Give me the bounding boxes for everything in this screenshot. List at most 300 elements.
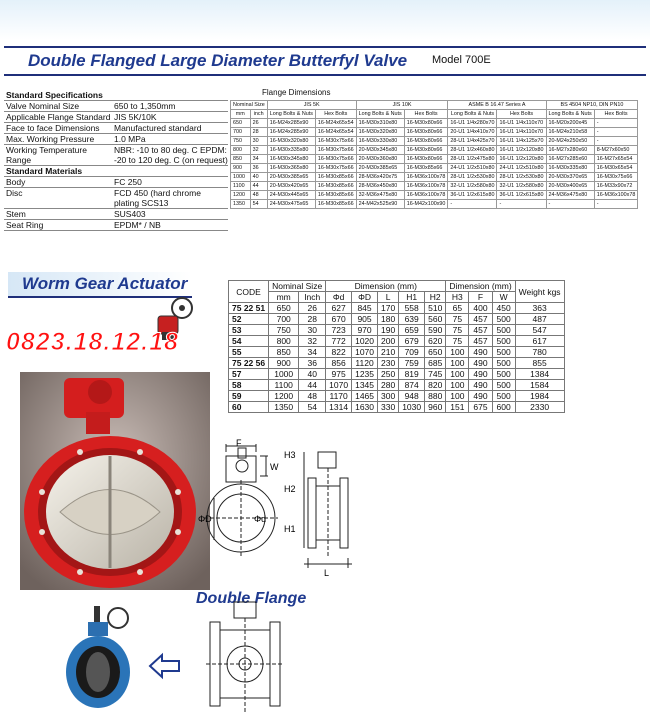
flange-cell: 1100 <box>231 182 251 191</box>
dimension-cell: 675 <box>469 402 492 413</box>
dimension-cell: 210 <box>378 347 399 358</box>
worm-gear-title: Worm Gear Actuator <box>22 274 188 293</box>
mm-header: mm <box>269 292 299 303</box>
flange-cell: 16-M30x85x66 <box>315 200 356 209</box>
flange-title: Flange Dimensions <box>262 88 331 97</box>
dimension-cell: 75 <box>446 325 469 336</box>
H3-header: H3 <box>446 292 469 303</box>
phiD-header: ΦD <box>352 292 378 303</box>
code-cell: 53 <box>229 325 269 336</box>
dimension-cell: 1350 <box>269 402 299 413</box>
dimension-header: Dimension (mm) <box>326 281 446 292</box>
flange-cell: 1000 <box>231 173 251 182</box>
code-cell: 58 <box>229 380 269 391</box>
spec-row <box>4 145 228 166</box>
side-view-drawing <box>282 446 372 580</box>
dimension-cell: 65 <box>446 303 469 314</box>
flange-cell: 16-M30x85x66 <box>404 164 448 173</box>
flange-cell: 54 <box>250 200 267 209</box>
flange-cell: 16-M30x80x66 <box>404 137 448 146</box>
dimension-cell: 28 <box>299 314 326 325</box>
flange-cell: 16-M36x100x78 <box>594 191 638 200</box>
dimension-cell: 1070 <box>326 380 352 391</box>
flange-long-header: Long Bolts & Nuts <box>356 110 404 119</box>
code-cell: 52 <box>229 314 269 325</box>
dimension-cell: 48 <box>299 391 326 402</box>
spec-value: 650 to 1,350mm <box>114 101 176 111</box>
flange-cell: 16-M30x75x66 <box>315 137 356 146</box>
spec-key: Face to face Dimensions <box>6 123 100 133</box>
code-cell: 75 22 56 <box>229 358 269 369</box>
inch-header: Inch <box>299 292 326 303</box>
label-d: Φd <box>254 514 267 524</box>
flange-cell: 16-M36x100x78 <box>404 182 448 191</box>
dimension-row <box>229 325 565 336</box>
flange-cell: 32-U1 1/2x580x80 <box>497 182 546 191</box>
dimension-header-2: Dimension (mm) <box>446 281 515 292</box>
dimension-cell: 679 <box>399 336 425 347</box>
model-label: Model 700E <box>432 54 491 66</box>
dimension-row <box>229 391 565 402</box>
flange-cell: 34 <box>250 155 267 164</box>
flange-cell: - <box>594 128 638 137</box>
material-key: Body <box>6 177 26 187</box>
flange-cell: 36-U1 1/2x615x80 <box>497 191 546 200</box>
dimension-cell: 200 <box>378 336 399 347</box>
flange-cell: 650 <box>231 119 251 128</box>
dimension-cell: 151 <box>446 402 469 413</box>
H1-header: H1 <box>399 292 425 303</box>
flange-cell: 16-M42x100x90 <box>404 200 448 209</box>
dimension-cell: 685 <box>425 358 446 369</box>
dimension-cell: 490 <box>469 358 492 369</box>
material-value: EPDM* / NB <box>114 220 161 230</box>
dimension-cell: 490 <box>469 347 492 358</box>
flange-cell: 44 <box>250 182 267 191</box>
flange-cell: 16-M24x285x90 <box>267 128 315 137</box>
flange-cell: 16-M30x330x80 <box>356 137 404 146</box>
flange-cell: 700 <box>231 128 251 137</box>
flange-cell: 20-M30x370x65 <box>546 173 594 182</box>
dimension-cell: 620 <box>425 336 446 347</box>
flange-cell: 16-M24x65x54 <box>315 128 356 137</box>
flange-cell: 1200 <box>231 191 251 200</box>
dimension-row <box>229 336 565 347</box>
flange-cell: 28-M36x420x75 <box>356 173 404 182</box>
dimension-cell: 1384 <box>515 369 564 380</box>
F-header: F <box>469 292 492 303</box>
dimension-cell: 1070 <box>352 347 378 358</box>
phone-watermark: 0823.18.12.18 <box>6 328 179 356</box>
dimension-cell: 855 <box>515 358 564 369</box>
flange-cell: 800 <box>231 146 251 155</box>
spec-value: Manufactured standard <box>114 123 202 133</box>
flange-cell: 16-M30x80x66 <box>404 128 448 137</box>
dimension-cell: 300 <box>378 391 399 402</box>
dimension-row <box>229 303 565 314</box>
material-key: Disc <box>6 188 23 198</box>
flange-cell: 28-U1 1/2x530x80 <box>448 173 497 182</box>
dimension-cell: 1984 <box>515 391 564 402</box>
flange-cell: 28-M36x450x80 <box>356 182 404 191</box>
flange-cell: 24-U1 1/2x510x80 <box>448 164 497 173</box>
flange-table <box>230 100 638 209</box>
flange-cell: 16-M30x365x80 <box>267 164 315 173</box>
spec-value: 1.0 MPa <box>114 134 146 144</box>
nominal-size-header: Nominal Size <box>269 281 326 292</box>
flange-row <box>231 182 638 191</box>
flange-cell: 16-M30x310x80 <box>356 119 404 128</box>
dimension-cell: 822 <box>326 347 352 358</box>
flange-hex-header: Hex Bolts <box>594 110 638 119</box>
dimension-cell: 280 <box>378 380 399 391</box>
flange-row <box>231 146 638 155</box>
dimension-cell: 723 <box>326 325 352 336</box>
flange-cell: 16-M24x285x90 <box>267 119 315 128</box>
flange-cell: 16-M36x100x78 <box>404 191 448 200</box>
flange-hex-header: Hex Bolts <box>315 110 356 119</box>
flange-cell: 16-U1 1/4x110x70 <box>497 128 546 137</box>
flange-cell: 16-M24x210x58 <box>546 128 594 137</box>
dimension-cell: 100 <box>446 380 469 391</box>
flange-cell: 16-M30x85x66 <box>315 191 356 200</box>
flange-cell: 16-M27x280x60 <box>546 146 594 155</box>
material-row <box>4 209 228 220</box>
dimension-cell: 457 <box>469 336 492 347</box>
flange-cell: 32 <box>250 146 267 155</box>
flange-cell: 28 <box>250 128 267 137</box>
dimension-cell: 500 <box>492 336 515 347</box>
dimension-cell: 1465 <box>352 391 378 402</box>
dimension-cell: 772 <box>326 336 352 347</box>
flange-cell: 16-M30x320x80 <box>267 137 315 146</box>
L-header: L <box>378 292 399 303</box>
flange-cell: 16-M30x80x66 <box>404 119 448 128</box>
dimension-cell: 26 <box>299 303 326 314</box>
flange-cell: 16-M30x75x66 <box>315 146 356 155</box>
dimension-cell: 54 <box>299 402 326 413</box>
dimension-cell: 510 <box>425 303 446 314</box>
top-band <box>0 0 650 40</box>
flange-cell: 900 <box>231 164 251 173</box>
dimension-cell: 400 <box>469 303 492 314</box>
spec-row <box>4 134 228 145</box>
label-L: L <box>324 568 330 578</box>
flange-cell: 16-U1 1/4x280x70 <box>448 119 497 128</box>
flange-asme-header: ASME B 16.47 Series A <box>448 101 546 110</box>
flange-cell: 20-M24x250x50 <box>546 137 594 146</box>
flange-cell: 16-M20x200x45 <box>546 119 594 128</box>
spec-value: NBR: -10 to 80 deg. C EPDM: -20 to 120 deg. C (on request) <box>114 145 228 165</box>
flange-cell: 16-U1 1/4x110x70 <box>497 119 546 128</box>
dimension-cell: 759 <box>399 358 425 369</box>
flange-mm-header: mm <box>231 110 251 119</box>
dimension-cell: 75 <box>446 314 469 325</box>
flange-inch-header: inch <box>250 110 267 119</box>
flange-hex-header: Hex Bolts <box>404 110 448 119</box>
dimension-cell: 500 <box>492 347 515 358</box>
dimension-cell: 500 <box>492 369 515 380</box>
flange-cell: - <box>594 200 638 209</box>
flange-cell: 20-M30x400x65 <box>546 182 594 191</box>
dimension-cell: 1030 <box>399 402 425 413</box>
flange-cell: 16-M30x80x66 <box>404 155 448 164</box>
flange-cell: 20-M30x345x80 <box>356 146 404 155</box>
dimension-cell: 880 <box>425 391 446 402</box>
code-cell: 57 <box>229 369 269 380</box>
flange-cell: - <box>497 200 546 209</box>
material-value: FCD 450 (hard chrome plating SCS13 <box>114 188 201 208</box>
flange-cell: 16-M30x65x54 <box>594 164 638 173</box>
dimension-cell: 800 <box>269 336 299 347</box>
flange-cell: 16-U1 1/2x120x80 <box>497 146 546 155</box>
flange-cell: 20-M30x420x65 <box>267 182 315 191</box>
dimension-cell: 856 <box>326 358 352 369</box>
dimension-cell: 100 <box>446 358 469 369</box>
flange-cell: 850 <box>231 155 251 164</box>
dimension-cell: 230 <box>378 358 399 369</box>
spec-row <box>4 112 228 123</box>
flange-row <box>231 137 638 146</box>
label-H3: H3 <box>284 450 296 460</box>
front-view-drawing <box>196 436 296 576</box>
dimension-cell: 44 <box>299 380 326 391</box>
dimension-cell: 75 <box>446 336 469 347</box>
dimension-cell: 1120 <box>352 358 378 369</box>
flange-jis10k-header: JIS 10K <box>356 101 448 110</box>
dimension-cell: 450 <box>492 303 515 314</box>
dimension-cell: 700 <box>269 314 299 325</box>
dimension-table <box>228 280 565 413</box>
code-cell: 60 <box>229 402 269 413</box>
dimension-cell: 490 <box>469 391 492 402</box>
dimension-cell: 850 <box>269 347 299 358</box>
dimension-cell: 600 <box>492 402 515 413</box>
code-cell: 55 <box>229 347 269 358</box>
flange-cell: 16-M30x85x66 <box>315 173 356 182</box>
flange-cell: 16-M30x335x80 <box>267 146 315 155</box>
dimension-cell: 30 <box>299 325 326 336</box>
material-key: Stem <box>6 209 26 219</box>
double-flange-title: Double Flange <box>196 590 307 607</box>
materials-heading: Standard Materials <box>4 166 228 177</box>
flange-nominal-header: Nominal Size <box>231 101 268 110</box>
dimension-cell: 487 <box>515 314 564 325</box>
weight-header: Weight kgs <box>515 281 564 303</box>
dimension-cell: 659 <box>399 325 425 336</box>
dimension-row <box>229 369 565 380</box>
dimension-cell: 500 <box>492 358 515 369</box>
dimension-cell: 457 <box>469 325 492 336</box>
material-row <box>4 188 228 209</box>
flange-cell: 16-M30x80x66 <box>404 146 448 155</box>
material-value: FC 250 <box>114 177 142 187</box>
dimension-row <box>229 402 565 413</box>
dimension-cell: 670 <box>326 314 352 325</box>
flange-cell: 28-U1 1/4x425x70 <box>448 137 497 146</box>
spec-table <box>4 90 228 231</box>
label-D: ΦD <box>198 514 212 524</box>
flange-cell: 28-U1 1/2x475x80 <box>448 155 497 164</box>
flange-cell: 16-M33x90x72 <box>594 182 638 191</box>
dimension-cell: 1020 <box>352 336 378 347</box>
flange-long-header: Long Bolts & Nuts <box>448 110 497 119</box>
dimension-cell: 627 <box>326 303 352 314</box>
dimension-cell: 1170 <box>326 391 352 402</box>
flange-cell: 24-M42x525x90 <box>356 200 404 209</box>
flange-cell: 32-U1 1/2x580x80 <box>448 182 497 191</box>
dimension-cell: 639 <box>399 314 425 325</box>
spec-row <box>4 101 228 112</box>
flange-cell: 32-M36x475x80 <box>356 191 404 200</box>
flange-cell: 16-M30x345x80 <box>267 155 315 164</box>
code-cell: 59 <box>229 391 269 402</box>
spec-row <box>4 123 228 134</box>
flange-cell: 16-M27x285x60 <box>546 155 594 164</box>
dimension-cell: 100 <box>446 369 469 380</box>
double-flange-drawing <box>200 596 310 720</box>
label-F: F <box>236 438 242 448</box>
flange-cell: 16-M30x75x66 <box>315 155 356 164</box>
flange-cell: 16-M30x75x66 <box>315 164 356 173</box>
flange-cell: 24-M30x475x65 <box>267 200 315 209</box>
H2-header: H2 <box>425 292 446 303</box>
flange-cell: 16-U1 1/4x125x70 <box>497 137 546 146</box>
flange-cell: - <box>594 137 638 146</box>
dimension-cell: 500 <box>492 325 515 336</box>
flange-cell: 20-U1 1/4x410x70 <box>448 128 497 137</box>
flange-row <box>231 128 638 137</box>
dimension-cell: 32 <box>299 336 326 347</box>
dimension-cell: 180 <box>378 314 399 325</box>
code-cell: 54 <box>229 336 269 347</box>
dimension-cell: 457 <box>469 314 492 325</box>
dimension-cell: 363 <box>515 303 564 314</box>
phid-header: Φd <box>326 292 352 303</box>
flange-cell: 20-M30x385x65 <box>267 173 315 182</box>
flange-cell: 24-M30x445x65 <box>267 191 315 200</box>
dimension-cell: 36 <box>299 358 326 369</box>
flange-cell: 30 <box>250 137 267 146</box>
dimension-cell: 1000 <box>269 369 299 380</box>
spec-key: Working Temperature Range <box>6 145 87 165</box>
valve-photo <box>20 372 210 590</box>
dimension-cell: 590 <box>425 325 446 336</box>
spec-value: JIS 5K/10K <box>114 112 157 122</box>
arrow-left-icon <box>148 652 182 680</box>
dimension-cell: 948 <box>399 391 425 402</box>
flange-cell: 16-M24x65x54 <box>315 119 356 128</box>
dimension-cell: 560 <box>425 314 446 325</box>
dimension-cell: 2330 <box>515 402 564 413</box>
flange-jis5k-header: JIS 5K <box>267 101 356 110</box>
dimension-cell: 34 <box>299 347 326 358</box>
flange-cell: 48 <box>250 191 267 200</box>
dimension-cell: 500 <box>492 391 515 402</box>
flange-cell: - <box>594 119 638 128</box>
dimension-cell: 750 <box>269 325 299 336</box>
dimension-cell: 100 <box>446 391 469 402</box>
label-H2: H2 <box>284 484 296 494</box>
dimension-cell: 1630 <box>352 402 378 413</box>
dimension-cell: 40 <box>299 369 326 380</box>
dimension-cell: 490 <box>469 380 492 391</box>
spec-key: Applicable Flange Standard <box>6 112 111 122</box>
flange-cell: 36 <box>250 164 267 173</box>
dimension-row <box>229 314 565 325</box>
dimension-cell: 650 <box>269 303 299 314</box>
flange-cell: 16-U1 1/2x120x80 <box>497 155 546 164</box>
flange-cell: 20-M30x385x65 <box>356 164 404 173</box>
flange-row <box>231 191 638 200</box>
dimension-cell: 617 <box>515 336 564 347</box>
code-header: CODE <box>229 281 269 303</box>
dimension-cell: 100 <box>446 347 469 358</box>
flange-row <box>231 200 638 209</box>
material-row <box>4 177 228 188</box>
flange-cell: 16-M36x100x78 <box>404 173 448 182</box>
dimension-cell: 190 <box>378 325 399 336</box>
flange-hex-header: Hex Bolts <box>497 110 546 119</box>
flange-row <box>231 173 638 182</box>
dimension-cell: 905 <box>352 314 378 325</box>
flange-cell: 16-M27x65x54 <box>594 155 638 164</box>
dimension-cell: 1200 <box>269 391 299 402</box>
dimension-cell: 330 <box>378 402 399 413</box>
dimension-row <box>229 358 565 369</box>
dimension-cell: 975 <box>326 369 352 380</box>
material-value: SUS403 <box>114 209 146 219</box>
spec-key: Valve Nominal Size <box>6 101 80 111</box>
dimension-cell: 745 <box>425 369 446 380</box>
dimension-cell: 960 <box>425 402 446 413</box>
flange-long-header: Long Bolts & Nuts <box>267 110 315 119</box>
flange-bs-header: BS 4504 NP10, DIN PN10 <box>546 101 638 110</box>
spec-heading: Standard Specifications <box>4 90 228 101</box>
flange-cell: 1350 <box>231 200 251 209</box>
dimension-cell: 170 <box>378 303 399 314</box>
dimension-cell: 874 <box>399 380 425 391</box>
flange-cell: - <box>546 200 594 209</box>
flange-long-header: Long Bolts & Nuts <box>546 110 594 119</box>
dimension-cell: 970 <box>352 325 378 336</box>
dimension-cell: 845 <box>352 303 378 314</box>
dimension-row <box>229 347 565 358</box>
dimension-cell: 1100 <box>269 380 299 391</box>
flange-cell: 8-M27x60x50 <box>594 146 638 155</box>
dimension-cell: 500 <box>492 380 515 391</box>
dimension-cell: 820 <box>425 380 446 391</box>
dimension-cell: 650 <box>425 347 446 358</box>
double-flange-photo <box>58 606 148 716</box>
flange-cell: - <box>448 200 497 209</box>
flange-cell: 24-M36x475x80 <box>546 191 594 200</box>
flange-cell: 40 <box>250 173 267 182</box>
dimension-cell: 500 <box>492 314 515 325</box>
label-W: W <box>270 462 279 472</box>
flange-cell: 36-U1 1/2x615x80 <box>448 191 497 200</box>
flange-cell: 20-M30x360x80 <box>356 155 404 164</box>
dimension-row <box>229 380 565 391</box>
flange-cell: 28-U1 1/2x530x80 <box>497 173 546 182</box>
label-H1: H1 <box>284 524 296 534</box>
flange-cell: 24-U1 1/2x510x80 <box>497 164 546 173</box>
dimension-cell: 547 <box>515 325 564 336</box>
W-header: W <box>492 292 515 303</box>
flange-row <box>231 119 638 128</box>
flange-cell: 16-M30x85x66 <box>315 182 356 191</box>
dimension-cell: 1235 <box>352 369 378 380</box>
